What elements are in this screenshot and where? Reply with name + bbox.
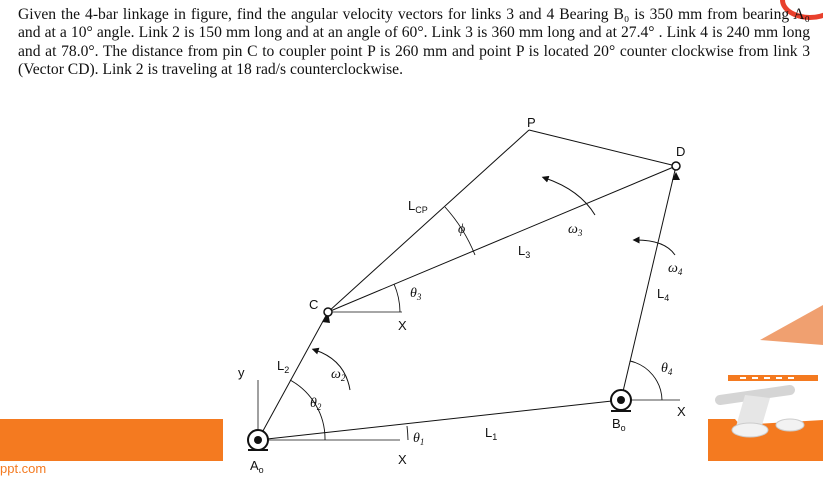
label-p: P [527, 115, 536, 130]
label-omega2: $\omega_2$ [331, 367, 346, 383]
label-l1: $L_1$ [485, 425, 498, 442]
joint-c [324, 308, 332, 316]
label-l2: $L_2$ [277, 358, 290, 375]
label-theta2: $\theta_2$ [310, 396, 322, 412]
label-c: C [309, 297, 319, 312]
joint-a0 [248, 430, 268, 450]
label-a0: $A_o$ [250, 458, 264, 475]
theta1-arc [407, 426, 408, 440]
label-x-a0: X [398, 452, 407, 467]
label-theta4: $\theta_4$ [661, 361, 673, 377]
label-omega3: $\omega_3$ [568, 222, 583, 238]
link-3 [328, 166, 676, 312]
joint-d [672, 162, 680, 170]
theta4-arc [630, 361, 662, 400]
link-cp [328, 130, 529, 312]
theta3-arc [394, 284, 400, 312]
label-theta3: $\theta_3$ [410, 286, 422, 302]
joint-b0 [611, 390, 631, 411]
label-x-b0: X [677, 404, 686, 419]
problem-text: Given the 4-bar linkage in figure, find the angular velocity vectors for links 3 and 4 Bearing B₀ is 350 mm from bearing A₀ and at a 10° angle. Link 2 is 150 mm long and at an angle of 60°. Link 3 is 360 mm long and at 27.4° . Link 4 is 240 mm long and at 78.0°. The distance from pin C to coupler point P is 260 mm and point P is located 20° counter clockwise from link 3 (Vector CD). Link 2 is traveling at 18 rad/s counterclockwise. [18, 6, 810, 78]
coupler-edge [529, 130, 676, 166]
label-y: y [238, 365, 245, 380]
label-d: D [676, 144, 686, 159]
label-l4: $L_4$ [657, 286, 670, 303]
label-lcp: $L_{CP}$ [408, 198, 428, 215]
label-phi: ϕ [458, 222, 466, 237]
airplane-icon [715, 305, 823, 437]
label-x-c: X [398, 318, 407, 333]
label-l3: $L_3$ [518, 243, 531, 260]
label-omega4: $\omega_4$ [668, 261, 683, 277]
omega3-arrow [545, 178, 595, 215]
link-2 [258, 312, 328, 440]
label-theta1: $\theta_1$ [413, 431, 425, 447]
label-b0: $B_o$ [612, 416, 626, 433]
footer-site: ppt.com [0, 461, 47, 476]
